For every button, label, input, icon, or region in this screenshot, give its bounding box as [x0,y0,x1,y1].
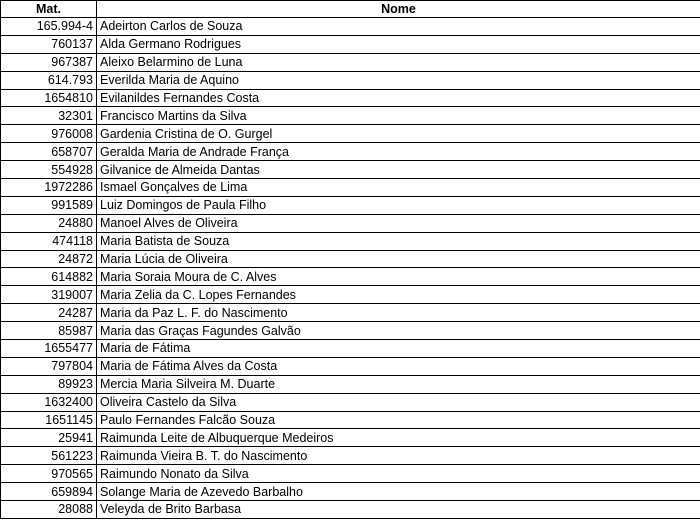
table-row [1,53,700,71]
table-body [1,18,700,519]
cell-nome[interactable]: Mercia Maria Silveira M. Duarte [97,375,700,393]
cell-nome[interactable]: Maria das Graças Fagundes Galvão [97,322,700,340]
cell-nome[interactable]: Maria Soraia Moura de C. Alves [97,268,700,286]
cell-mat[interactable]: 24880 [1,214,97,232]
table-row [1,35,700,53]
cell-mat[interactable]: 32301 [1,107,97,125]
cell-nome[interactable]: Solange Maria de Azevedo Barbalho [97,483,700,501]
table-row [1,340,700,358]
table-row [1,161,700,179]
cell-nome[interactable]: Maria de Fátima Alves da Costa [97,357,700,375]
table-row [1,357,700,375]
cell-nome[interactable]: Veleyda de Brito Barbasa [97,501,700,519]
table-row [1,501,700,519]
cell-nome[interactable]: Maria Lúcia de Oliveira [97,250,700,268]
header-nome[interactable]: Nome [97,1,700,18]
table-row [1,465,700,483]
table-row [1,71,700,89]
table-header [1,1,700,18]
cell-nome[interactable]: Maria Batista de Souza [97,232,700,250]
cell-nome[interactable]: Gilvanice de Almeida Dantas [97,161,700,179]
cell-nome[interactable]: Adeirton Carlos de Souza [97,18,700,36]
cell-nome[interactable]: Raimunda Leite de Albuquerque Medeiros [97,429,700,447]
table-row [1,250,700,268]
table-row [1,429,700,447]
cell-mat[interactable]: 976008 [1,125,97,143]
table-row [1,214,700,232]
cell-nome[interactable]: Geralda Maria de Andrade França [97,143,700,161]
table-row [1,18,700,36]
cell-mat[interactable]: 1654810 [1,89,97,107]
cell-mat[interactable]: 659894 [1,483,97,501]
cell-nome[interactable]: Alda Germano Rodrigues [97,35,700,53]
table-row [1,143,700,161]
cell-nome[interactable]: Oliveira Castelo da Silva [97,393,700,411]
cell-mat[interactable]: 1632400 [1,393,97,411]
cell-nome[interactable]: Everilda Maria de Aquino [97,71,700,89]
table-row [1,125,700,143]
cell-mat[interactable]: 561223 [1,447,97,465]
cell-nome[interactable]: Maria de Fátima [97,340,700,358]
table-row [1,179,700,197]
cell-nome[interactable]: Manoel Alves de Oliveira [97,214,700,232]
cell-mat[interactable]: 474118 [1,232,97,250]
cell-mat[interactable]: 24287 [1,304,97,322]
table-row [1,483,700,501]
cell-mat[interactable]: 658707 [1,143,97,161]
table-row [1,375,700,393]
cell-mat[interactable]: 614.793 [1,71,97,89]
cell-mat[interactable]: 1655477 [1,340,97,358]
table-row [1,447,700,465]
cell-nome[interactable]: Francisco Martins da Silva [97,107,700,125]
cell-mat[interactable]: 28088 [1,501,97,519]
cell-nome[interactable]: Raimunda Vieira B. T. do Nascimento [97,447,700,465]
cell-mat[interactable]: 1651145 [1,411,97,429]
cell-nome[interactable]: Evilanildes Fernandes Costa [97,89,700,107]
cell-mat[interactable]: 991589 [1,196,97,214]
cell-mat[interactable]: 165.994-4 [1,18,97,36]
table-row [1,89,700,107]
table-row [1,322,700,340]
header-mat[interactable]: Mat. [1,1,97,18]
cell-mat[interactable]: 89923 [1,375,97,393]
table-row [1,232,700,250]
cell-mat[interactable]: 614882 [1,268,97,286]
table-row [1,393,700,411]
cell-nome[interactable]: Aleixo Belarmino de Luna [97,53,700,71]
cell-nome[interactable]: Ismael Gonçalves de Lima [97,179,700,197]
cell-mat[interactable]: 554928 [1,161,97,179]
cell-nome[interactable]: Luiz Domingos de Paula Filho [97,196,700,214]
cell-mat[interactable]: 1972286 [1,179,97,197]
cell-nome[interactable]: Maria Zelia da C. Lopes Fernandes [97,286,700,304]
cell-mat[interactable]: 967387 [1,53,97,71]
table-row [1,196,700,214]
table-row [1,107,700,125]
cell-nome[interactable]: Paulo Fernandes Falcão Souza [97,411,700,429]
cell-mat[interactable]: 24872 [1,250,97,268]
header-row [1,1,700,18]
cell-nome[interactable]: Gardenia Cristina de O. Gurgel [97,125,700,143]
table-row [1,411,700,429]
table-row [1,268,700,286]
table-row [1,286,700,304]
cell-mat[interactable]: 319007 [1,286,97,304]
cell-mat[interactable]: 85987 [1,322,97,340]
cell-nome[interactable]: Raimundo Nonato da Silva [97,465,700,483]
cell-mat[interactable]: 797804 [1,357,97,375]
cell-mat[interactable]: 25941 [1,429,97,447]
cell-mat[interactable]: 760137 [1,35,97,53]
cell-nome[interactable]: Maria da Paz L. F. do Nascimento [97,304,700,322]
cell-mat[interactable]: 970565 [1,465,97,483]
table-row [1,304,700,322]
